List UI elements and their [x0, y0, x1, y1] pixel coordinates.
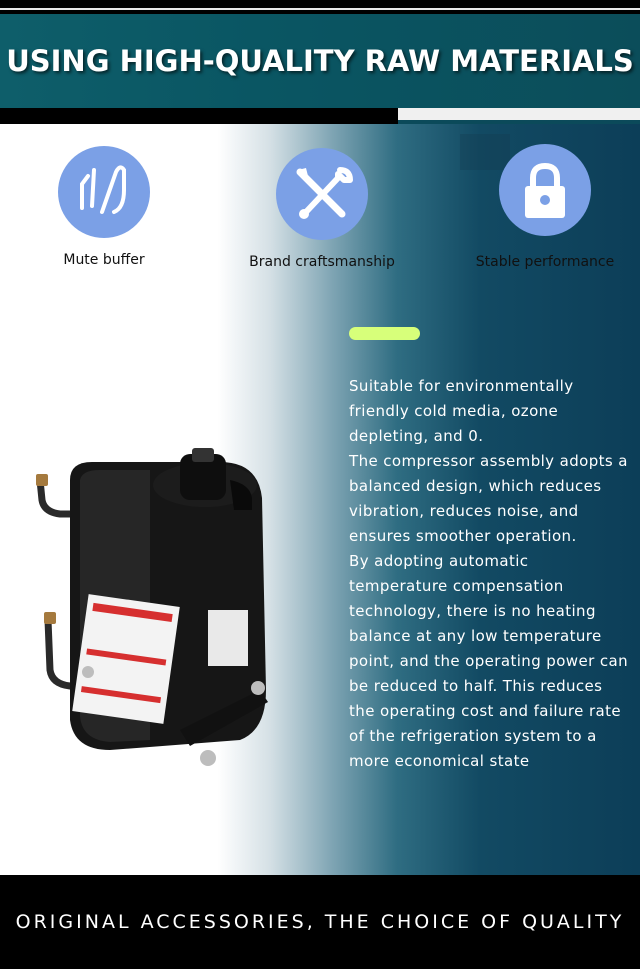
accent-bar [349, 327, 420, 340]
footer-banner [0, 875, 640, 969]
top-border [0, 0, 640, 14]
feature-stable-performance [445, 144, 640, 270]
feature-label: Brand craftsmanship [249, 254, 395, 270]
header-banner [0, 14, 640, 108]
compressor-image [30, 440, 280, 790]
header-stripe-black [0, 108, 398, 124]
feature-label: Mute buffer [63, 252, 145, 268]
description-paragraph: Suitable for environmentally friendly cold media, ozone depleting, and 0. [349, 377, 574, 445]
feature-mute-buffer [4, 146, 204, 268]
description-paragraph: The compressor assembly adopts a balanced design, which reduces vibration, reduces noise, and ensures smoother operation. [349, 452, 628, 545]
lock-icon [499, 144, 591, 236]
tools-icon [276, 148, 368, 240]
top-border-line [0, 8, 640, 10]
footer-slogan: ORIGINAL ACCESSORIES, THE CHOICE OF QUALITY [15, 911, 625, 933]
mute-buffer-icon [58, 146, 150, 238]
page-title: USING HIGH-QUALITY RAW MATERIALS [6, 44, 634, 78]
product-description [349, 374, 631, 774]
feature-label: Stable performance [475, 254, 615, 270]
feature-brand-craftsmanship [222, 148, 422, 270]
description-paragraph: By adopting automatic temperature compensation technology, there is no heating balance at any low temperature point, and the operating power can be reduced to half. This reduces the operating cost and failure rate of the refrigeration system to a more economical state [349, 552, 628, 770]
